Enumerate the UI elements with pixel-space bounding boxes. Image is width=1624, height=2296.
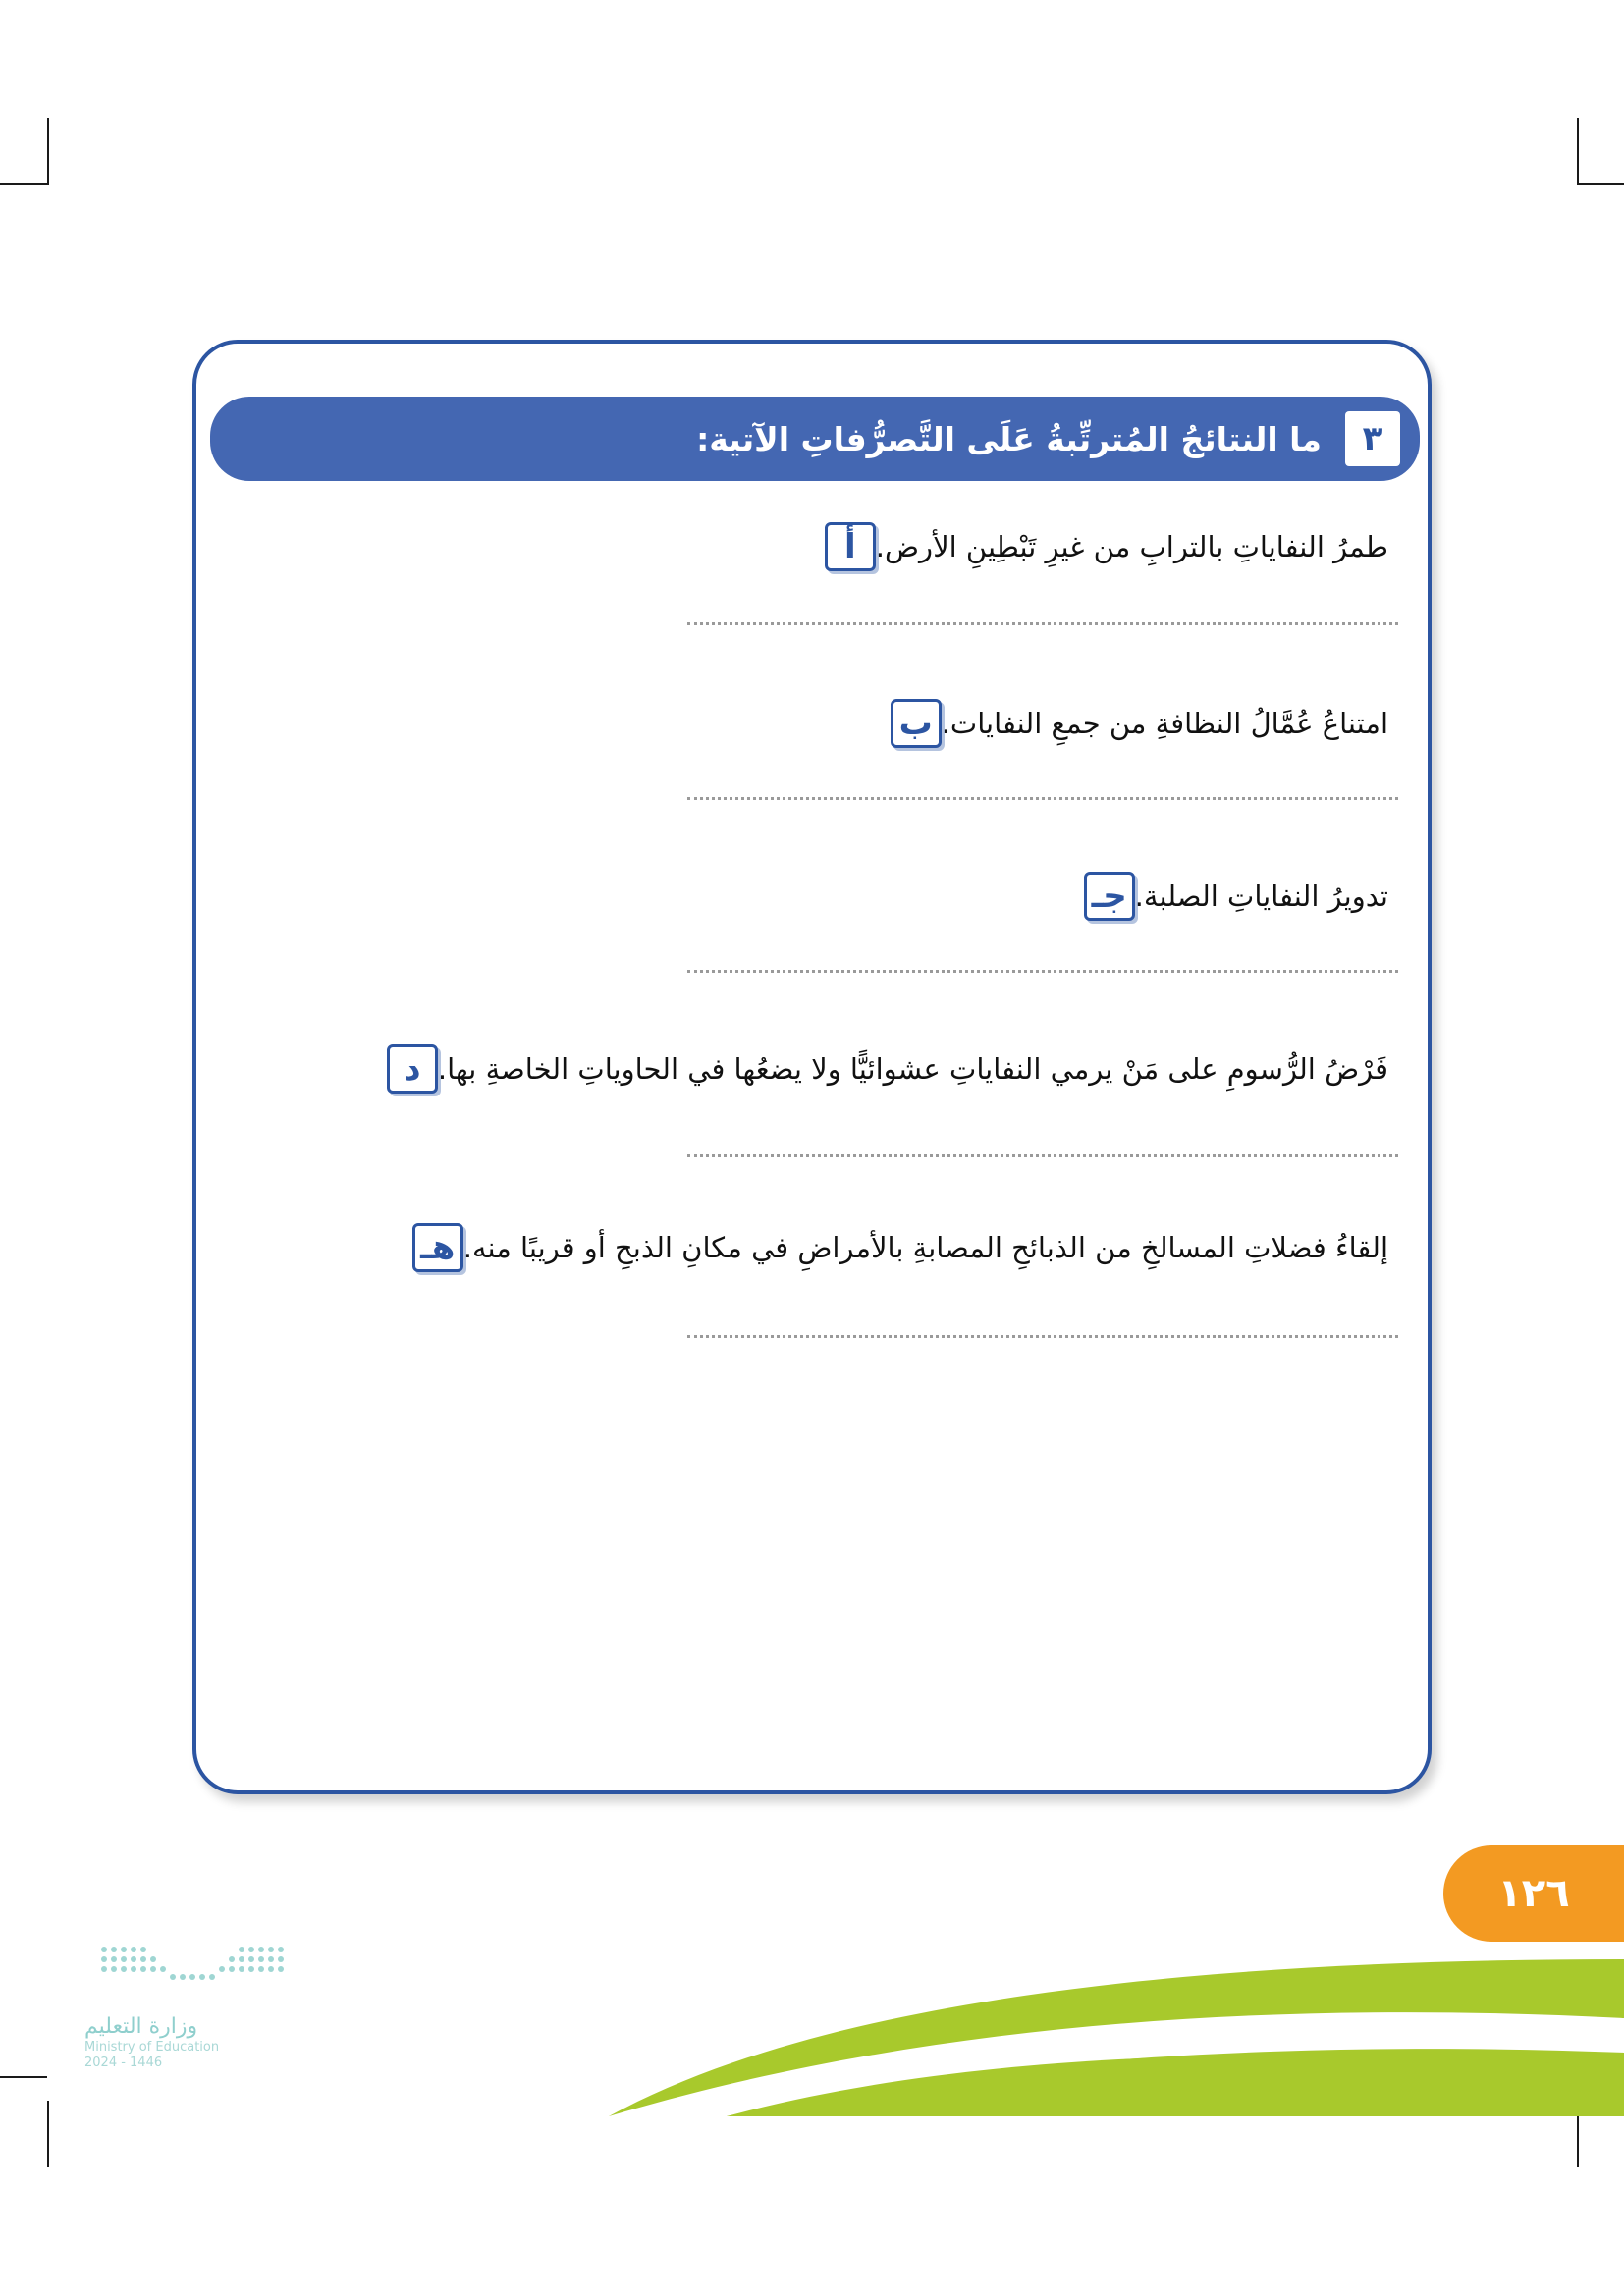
ministry-name-ar: وزارة التعليم: [84, 2014, 198, 2039]
crop-mark: [0, 2076, 47, 2078]
list-item: [1084, 872, 1398, 921]
list-item: [825, 522, 1398, 571]
crop-mark: [47, 118, 49, 185]
answer-line[interactable]: [687, 622, 1398, 625]
item-letter-badge: د: [387, 1044, 438, 1094]
item-letter-badge: جـ: [1084, 872, 1135, 921]
ministry-name-en: Ministry of Education: [84, 2040, 220, 2055]
answer-line[interactable]: [687, 1335, 1398, 1338]
question-title-bar: [210, 397, 1420, 481]
list-item: [891, 699, 1398, 748]
item-text: طمرُ النفاياتِ بالترابِ من غيرِ تَبْطِينِ الأرض.: [875, 530, 1388, 563]
item-letter-badge: ب: [891, 699, 942, 748]
answer-line[interactable]: [687, 797, 1398, 800]
question-card: [192, 340, 1432, 1794]
crop-mark: [0, 183, 47, 185]
crop-mark: [47, 2101, 49, 2167]
item-letter-badge: هـ: [412, 1223, 463, 1272]
item-text: امتناعُ عُمَّالُ النظافةِ من جمعِ النفايات.: [941, 707, 1388, 740]
item-text: فَرْضُ الرُّسومِ على مَنْ يرمي النفاياتِ عشوائيًّا ولا يضعُها في الحاوياتِ الخاصةِ بها.: [437, 1052, 1388, 1086]
crop-mark: [1577, 118, 1579, 185]
ministry-logo-dots-icon: [84, 1940, 300, 2008]
page-number: ١٢٦: [1497, 1871, 1570, 1916]
list-item: [387, 1044, 1398, 1094]
item-text: تدويرُ النفاياتِ الصلبة.: [1134, 880, 1388, 913]
ministry-logo: [84, 1940, 300, 2073]
answer-line[interactable]: [687, 1154, 1398, 1157]
item-text: إلقاءُ فضلاتِ المسالخِ من الذبائحِ المصابةِ بالأمراضِ في مكانِ الذبحِ أو قريبًا منه.: [462, 1231, 1388, 1264]
decorative-swoosh: [609, 1959, 1624, 2116]
list-item: [412, 1223, 1398, 1272]
page-number-tab: [1443, 1845, 1624, 1942]
question-number: ٣: [1345, 411, 1400, 466]
item-letter-badge: أ: [825, 522, 876, 571]
answer-line[interactable]: [687, 970, 1398, 973]
crop-mark: [1577, 183, 1624, 185]
ministry-year: 2024 - 1446: [84, 2056, 163, 2070]
question-title: ما النتائجُ المُترتِّبةُ عَلَى التَّصرُّفاتِ الآتية:: [696, 419, 1322, 458]
